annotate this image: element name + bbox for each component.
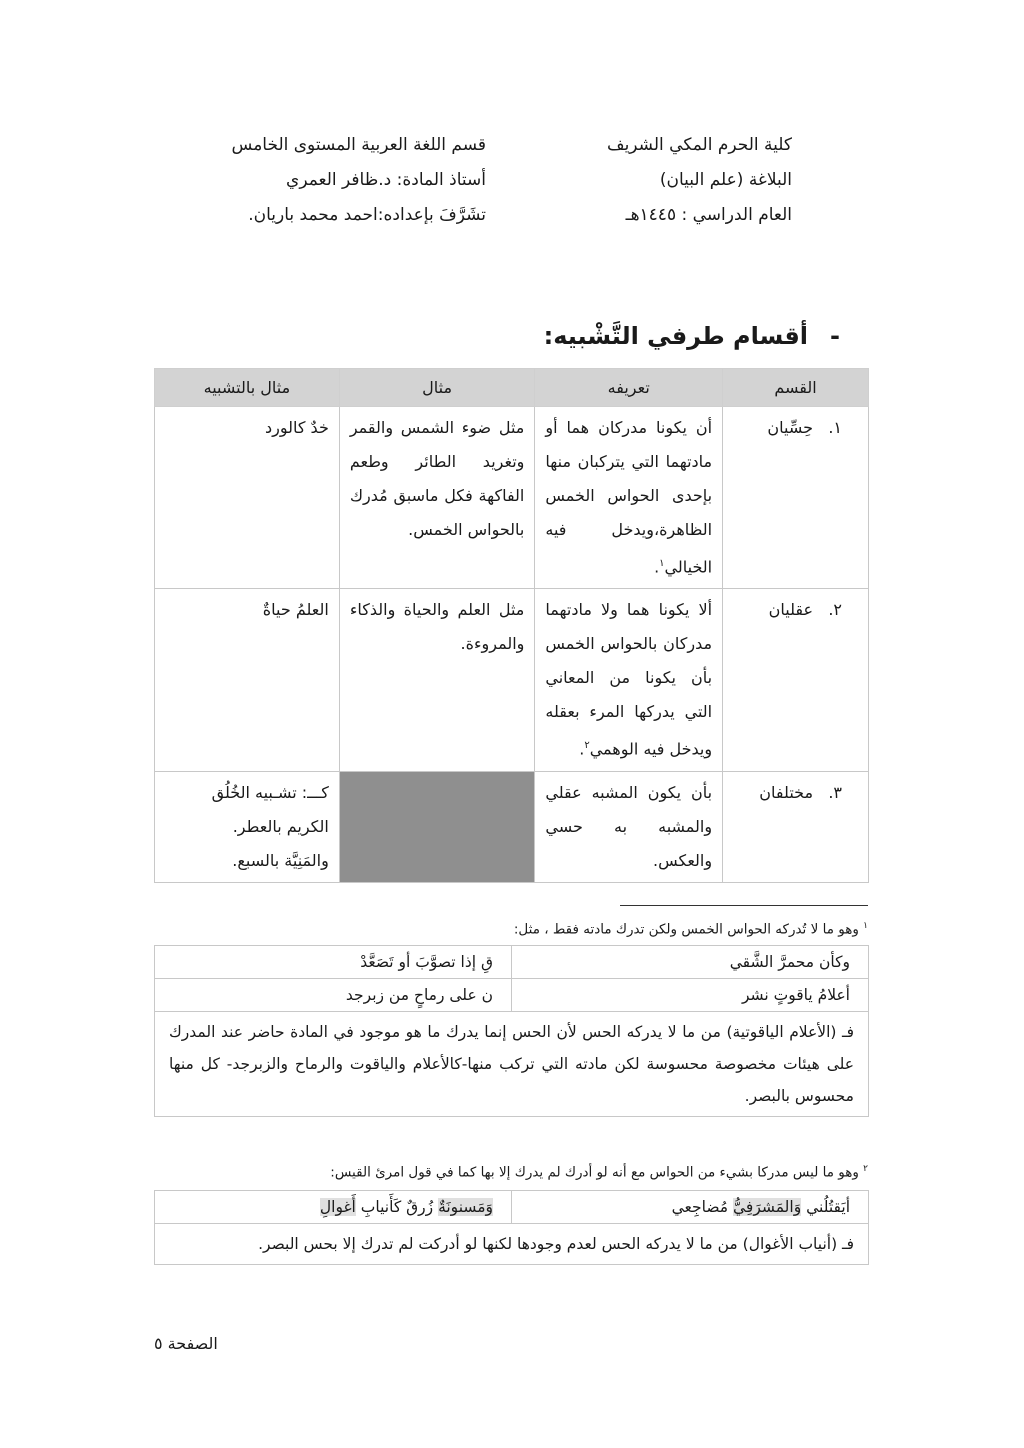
example-cell: مثل العلم والحياة والذكاء والمروءة. xyxy=(339,589,535,771)
row-number: ٣. xyxy=(828,782,842,802)
footnote-ref[interactable]: ٢ xyxy=(584,740,590,752)
section-title xyxy=(544,322,840,350)
footnote-1-explanation: فـ (الأعلام الياقوتية) من ما لا يدركه الحس لأن الحس إنما يدرك ما هو موجود في المادة حاضر عند المدرك على هيئات مخصوصة محسوسة لكن مادته التي تركب منها-كالأعلام والياقوت والرماح والزبرجد- كل منها محسوس بالبصر. xyxy=(155,1012,869,1117)
division-cell xyxy=(723,589,869,771)
verse-text: مُضاجِعي xyxy=(671,1198,734,1216)
note-row xyxy=(155,1224,869,1265)
department-level: قسم اللغة العربية المستوى الخامس xyxy=(231,135,486,155)
page-number: الصفحة ٥ xyxy=(154,1334,218,1353)
table-row xyxy=(155,407,869,589)
division-name: مختلفان xyxy=(759,782,814,802)
footnote-1-text xyxy=(514,921,868,938)
header-tashbih-example: مثال بالتشبيه xyxy=(155,369,340,407)
division-name: حِسِّيان xyxy=(767,418,814,437)
tashbih-cell xyxy=(155,771,340,882)
highlighted-word: وَالمَشرَفِيُّ xyxy=(733,1198,802,1216)
table-row xyxy=(155,771,869,882)
definition-text: أن يكونا مدركان هما أو مادتهما التي يتركبان منها بإحدى الحواس الخمس الظاهرة،ويدخل فيه الخيالي xyxy=(545,418,713,577)
verse-row xyxy=(155,946,869,979)
footnote-ref[interactable]: ١ xyxy=(659,558,665,569)
tashbih-divisions-table xyxy=(154,368,869,883)
table-header-row xyxy=(155,369,869,407)
verse-text: زُرقٌ كَأَنيابِ xyxy=(355,1198,439,1216)
professor-name: أستاذ المادة: د.ظافر العمري xyxy=(286,170,486,190)
verse-first-half: وكأن محمرَّ الشَّقي xyxy=(512,946,869,979)
row-number: ٢. xyxy=(828,600,842,620)
header-definition: تعريفه xyxy=(535,369,723,407)
footnote-mark: ١ xyxy=(863,921,868,931)
header-example: مثال xyxy=(339,369,535,407)
footnote-2-body: وهو ما ليس مدركا بشيء من الحواس مع أنه لو أدرك لم يدرك إلا بها كما في قول امرئ القيس: xyxy=(330,1164,859,1181)
highlighted-word: وَمَسنونَةٌ xyxy=(438,1198,493,1216)
tashbih-cell: العلمُ حياةٌ xyxy=(155,589,340,771)
prepared-by: تشَرَّفَ بإعداده:احمد محمد باريان. xyxy=(248,205,486,225)
footnote-1-verse-table xyxy=(154,945,869,1117)
verse-first-half: أعلامُ ياقوتٍ نشر xyxy=(512,979,869,1012)
division-name: عقليان xyxy=(768,600,814,620)
verse-row xyxy=(155,979,869,1012)
tashbih-line: والمَنِيَّة بالسبع. xyxy=(232,850,329,870)
footnote-1-body: وهو ما لا تُدركه الحواس الخمس ولكن تدرك مادته فقط ، مثل: xyxy=(513,921,859,938)
tashbih-line: كـــ: تشـبيه الخُلُق xyxy=(211,782,329,802)
footnote-mark: ٢ xyxy=(863,1164,868,1174)
division-cell xyxy=(723,771,869,882)
verse-second-half xyxy=(155,1191,512,1224)
verse-first-half xyxy=(512,1191,869,1224)
tashbih-cell: خدٌ كالورد xyxy=(155,407,340,589)
definition-cell: ألا يكونا هما ولا مادتهما مدركان بالحواس الخمس بأن يكونا من المعاني التي يدركها المرء بعقله ويدخل فيه الوهمي$^٢$. xyxy=(535,589,723,771)
academic-year: العام الدراسي : ١٤٤٥هـ xyxy=(625,205,792,225)
verse-second-half: ن على رماحٍ من زبرجد xyxy=(155,979,512,1012)
course-name: البلاغة (علم البيان) xyxy=(659,170,792,190)
footnote-separator xyxy=(620,905,868,906)
table-row xyxy=(155,589,869,771)
college-name: كلية الحرم المكي الشريف xyxy=(606,135,792,155)
definition-cell: بأن يكون المشبه عقلي والمشبه به حسي والعكس. xyxy=(535,771,723,882)
example-cell-empty xyxy=(339,771,535,882)
definition-text: ألا يكونا هما ولا مادتهما مدركان بالحواس الخمس بأن يكونا من المعاني التي يدركها المرء بعقله ويدخل فيه الوهمي xyxy=(545,600,713,759)
division-cell xyxy=(723,407,869,589)
bullet-dash: - xyxy=(830,322,840,350)
section-title-text: أقسام طرفي التَّشْبيه: xyxy=(543,322,809,350)
definition-cell: أن يكونا مدركان هما أو مادتهما التي يتركبان منها بإحدى الحواس الخمس الظاهرة،ويدخل فيه الخيالي$^١$. xyxy=(535,407,723,589)
verse-second-half: قِ إذا تصوَّبَ أو تَصَعَّدْ xyxy=(155,946,512,979)
tashbih-line: الكريم بالعطر. xyxy=(232,816,329,836)
header-institution-block xyxy=(607,128,792,233)
footnote-2-explanation: فـ (أنياب الأغوال) من ما لا يدركه الحس لعدم وجودها لكنها لو أدركت لم تدرك إلا بحس البصر. xyxy=(155,1224,869,1265)
verse-row xyxy=(155,1191,869,1224)
header-department-block xyxy=(232,128,486,233)
highlighted-word: أَغوالِ xyxy=(319,1198,356,1216)
header-division: القسم xyxy=(723,369,869,407)
footnote-2-verse-table xyxy=(154,1190,869,1265)
note-row xyxy=(155,1012,869,1117)
row-number: ١. xyxy=(828,418,842,437)
footnote-2-text xyxy=(330,1164,868,1181)
verse-text: أيَقتُلُني xyxy=(801,1198,850,1216)
example-cell: مثل ضوء الشمس والقمر وتغريد الطائر وطعم الفاكهة فكل ماسبق مُدرك بالحواس الخمس. xyxy=(339,407,535,589)
